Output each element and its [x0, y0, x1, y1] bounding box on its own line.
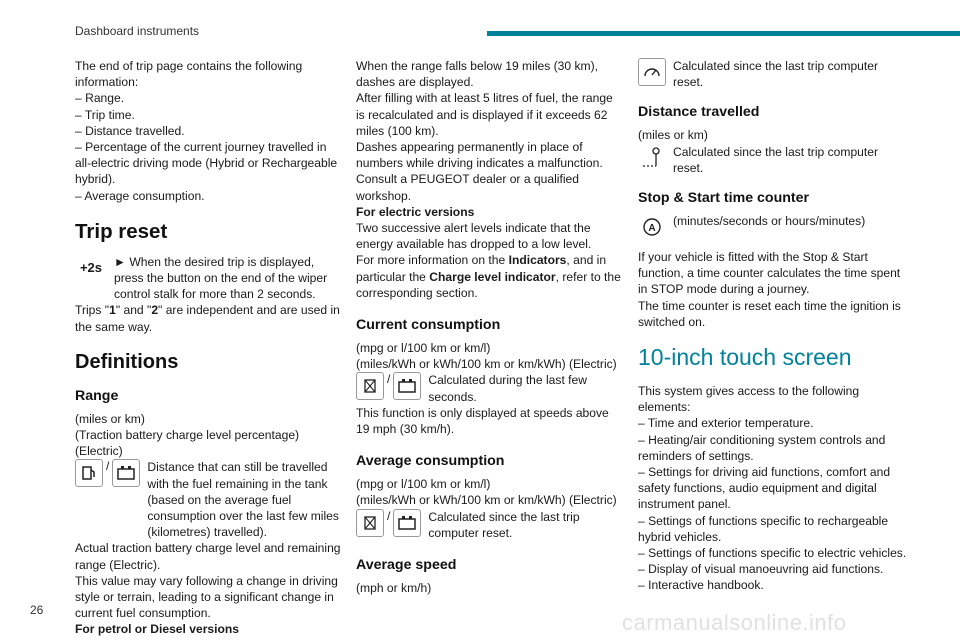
range-text-electric: Actual traction battery charge level and remaining range (Electric).	[75, 541, 341, 572]
end-of-trip-intro: The end of trip page contains the following information:	[75, 59, 303, 90]
touch-intro: This system gives access to the following elements:	[638, 384, 860, 415]
stop-start-reset: The time counter is reset each time the ignition is switched on.	[638, 298, 901, 329]
svg-text:A: A	[648, 223, 656, 235]
slash-separator: /	[387, 372, 391, 387]
distance-text: Calculated since the last trip computer reset.	[673, 144, 879, 175]
list-item: – Settings of functions specific to rechargeable hybrid vehicles.	[638, 513, 889, 544]
average-icon-row	[356, 509, 624, 541]
range-units: (miles or km)	[75, 411, 145, 426]
current-units-electric: (miles/kWh or kWh/100 km or km/kWh) (Electric)	[356, 357, 617, 372]
average-speed-units: (mph or km/h)	[356, 581, 432, 596]
speed-icon-row	[638, 58, 908, 90]
battery-icon	[393, 509, 421, 537]
list-item: – Average consumption.	[75, 188, 205, 203]
column-1	[75, 58, 343, 638]
list-item: – Time and exterior temperature.	[638, 416, 814, 431]
list-item: – Settings of functions specific to electric vehicles.	[638, 546, 907, 561]
more-info-text: For more information on the Indicators, and in particular the Charge level indicator, refer to the corresponding section.	[356, 253, 621, 300]
battery-icon	[112, 459, 140, 487]
fuel-pump-icon	[75, 459, 103, 487]
range-units-electric: (Electric)	[75, 444, 123, 459]
distance-icon-row	[638, 144, 908, 176]
refill-text: After filling with at least 5 litres of fuel, the range is recalculated and is displayed if it exceeds 62 miles (100 km).	[356, 91, 613, 138]
list-item: – Distance travelled.	[75, 123, 185, 138]
stop-start-text: If your vehicle is fitted with the Stop & Start function, a time counter calculates the time spent in STOP mode during a journey.	[638, 250, 901, 297]
trips-independent-text: Trips "1" and "2" are independent and are used in the same way.	[75, 303, 340, 334]
trip-reset-heading: Trip reset	[75, 219, 168, 243]
average-text: Calculated since the last trip computer reset.	[428, 509, 580, 540]
distance-travelled-heading: Distance travelled	[638, 104, 760, 121]
range-text-variation: This value may vary following a change in driving style or terrain, leading to a significant change in current fuel consumption.	[75, 573, 338, 621]
current-icon-row	[356, 372, 624, 404]
list-item: – Heating/air conditioning system controls and reminders of settings.	[638, 432, 886, 463]
current-consumption-heading: Current consumption	[356, 317, 501, 334]
touch-screen-heading: 10-inch touch screen	[638, 344, 852, 371]
average-speed-heading: Average speed	[356, 557, 457, 574]
speedometer-icon	[638, 58, 666, 86]
column-2	[356, 58, 624, 596]
trip-reset-row	[75, 254, 343, 303]
current-note: This function is only displayed at speeds above 19 mph (30 km/h).	[356, 405, 609, 437]
slash-separator: /	[106, 459, 110, 474]
range-text: Distance that can still be travelled with the fuel remaining in the tank (based on the average fuel consumption over the last few miles (kilometres) travelled).	[147, 460, 339, 540]
electric-versions-label: For electric versions	[356, 204, 475, 219]
trip-reset-text: ► When the desired trip is displayed, press the button on the end of the wiper control stalk for more than 2 seconds.	[114, 254, 328, 302]
page-number: 26	[30, 603, 44, 617]
range-heading: Range	[75, 387, 119, 404]
list-item: – Interactive handbook.	[638, 578, 764, 593]
list-item: – Percentage of the current journey travelled in all-electric driving mode (Hybrid or Rechargeable hybrid).	[75, 140, 338, 187]
dashes-text: Dashes appearing permanently in place of numbers while driving indicates a malfunction. Consult a PEUGEOT dealer or a qualified workshop.	[356, 140, 603, 203]
speed-text: Calculated since the last trip computer reset.	[673, 59, 879, 90]
stop-start-icon-row	[638, 213, 908, 241]
range-units-battery: (Traction battery charge level percentage)	[75, 428, 300, 443]
column-3	[638, 58, 908, 594]
fuel-consumption-icon	[356, 372, 384, 400]
current-units: (mpg or l/100 km or km/l)	[356, 341, 491, 356]
list-item: – Settings for driving aid functions, comfort and safety functions, audio equipment and digital instrument panel.	[638, 465, 891, 512]
list-item: – Trip time.	[75, 107, 135, 122]
list-item: – Display of visual manoeuvring aid functions.	[638, 562, 884, 577]
average-consumption-heading: Average consumption	[356, 453, 505, 470]
watermark: carmanualsonline.info	[622, 610, 847, 635]
petrol-diesel-label: For petrol or Diesel versions	[75, 622, 239, 637]
alert-levels-text: Two successive alert levels indicate that the energy available has dropped to a low level.	[356, 221, 592, 252]
stop-start-heading: Stop & Start time counter	[638, 190, 810, 207]
route-pin-icon	[638, 144, 666, 172]
stop-start-units: (minutes/seconds or hours/minutes)	[673, 214, 866, 229]
average-units: (mpg or l/100 km or km/l)	[356, 477, 491, 492]
current-text: Calculated during the last few seconds.	[428, 373, 587, 404]
list-item: – Range.	[75, 91, 125, 106]
average-units-electric: (miles/kWh or kWh/100 km or km/kWh) (Electric)	[356, 493, 617, 508]
stop-start-icon	[638, 213, 666, 241]
fuel-consumption-icon	[356, 509, 384, 537]
header-accent-bar	[487, 31, 960, 36]
range-icon-row	[75, 459, 343, 540]
running-header: Dashboard instruments	[75, 24, 200, 38]
slash-separator: /	[387, 508, 391, 523]
battery-icon	[393, 372, 421, 400]
plus-2s-icon: +2s	[75, 254, 107, 282]
range-fall-text: When the range falls below 19 miles (30 km), dashes are displayed.	[356, 59, 598, 90]
definitions-heading: Definitions	[75, 350, 179, 373]
distance-units: (miles or km)	[638, 128, 708, 143]
